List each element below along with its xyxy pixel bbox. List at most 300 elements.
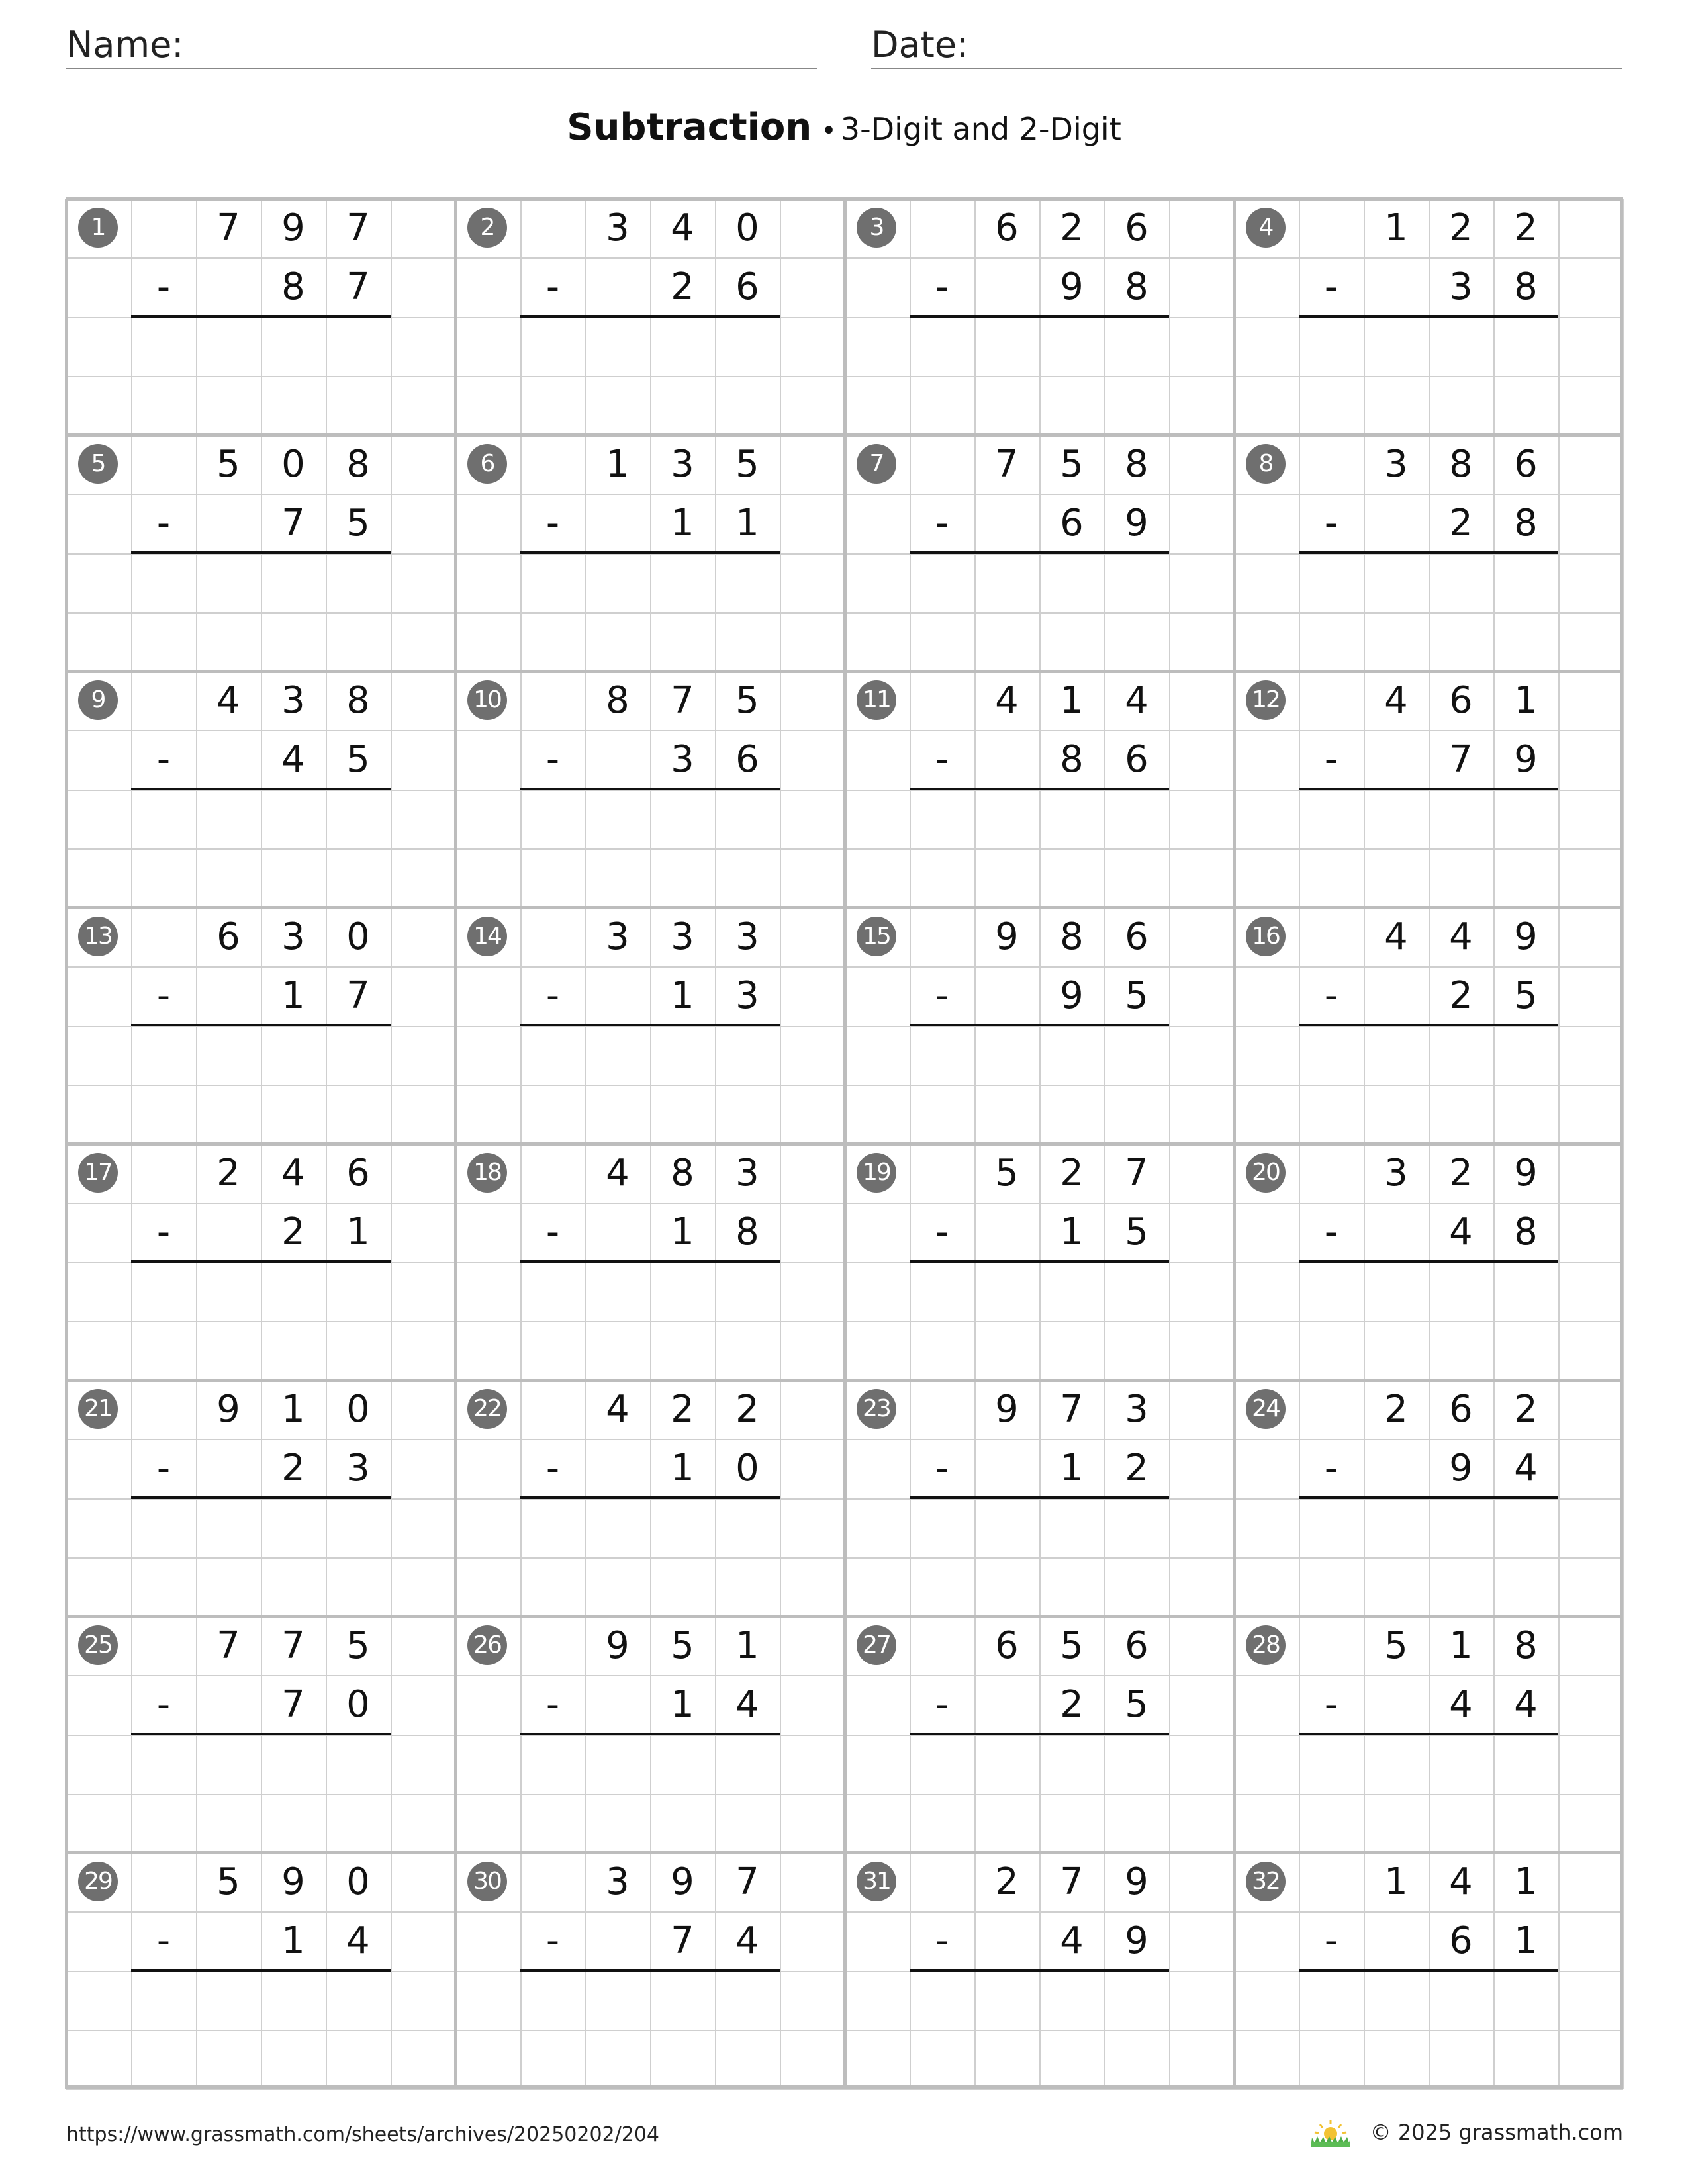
problem-block	[1234, 1616, 1623, 1852]
answer-cell[interactable]	[1364, 790, 1429, 849]
answer-cell[interactable]	[585, 790, 650, 849]
answer-cell[interactable]	[196, 1972, 261, 2030]
answer-cell[interactable]	[715, 1972, 780, 2030]
minus-sign: -	[935, 974, 949, 1017]
answer-cell[interactable]	[1039, 790, 1104, 849]
minus-sign: -	[156, 974, 171, 1017]
answer-cell[interactable]	[650, 1026, 715, 1085]
minuend-digit: 5	[735, 443, 759, 486]
minuend-digit: 4	[216, 679, 240, 722]
answer-cell[interactable]	[650, 318, 715, 377]
minuend-digit: 5	[995, 1152, 1019, 1195]
answer-cell[interactable]	[131, 1735, 196, 1794]
answer-cell[interactable]	[585, 318, 650, 377]
answer-cell[interactable]	[1493, 1972, 1558, 2030]
minuend-digit: 6	[1125, 1624, 1149, 1667]
subtrahend-digit: 2	[281, 1447, 305, 1490]
minus-sign: -	[545, 1447, 560, 1490]
problem-number-badge: 30	[467, 1862, 507, 1901]
minuend-digit: 2	[1449, 206, 1473, 250]
date-label: Date:	[871, 24, 969, 66]
answer-cell[interactable]	[910, 1263, 974, 1322]
subtrahend-digit: 1	[1514, 1919, 1538, 1962]
answer-cell[interactable]	[1493, 318, 1558, 377]
problem-number-badge: 23	[857, 1389, 896, 1429]
minus-sign: -	[1324, 1919, 1338, 1962]
problem-number-badge: 19	[857, 1153, 896, 1193]
minus-sign: -	[935, 1447, 949, 1490]
answer-cell[interactable]	[1429, 1972, 1493, 2030]
answer-cell[interactable]	[650, 1263, 715, 1322]
answer-cell[interactable]	[1104, 318, 1169, 377]
answer-cell[interactable]	[1429, 790, 1493, 849]
minuend-digit: 2	[1514, 206, 1538, 250]
subtrahend-digit: 9	[1125, 1919, 1149, 1962]
minus-sign: -	[545, 974, 560, 1017]
answer-cell[interactable]	[261, 1735, 326, 1794]
answer-cell[interactable]	[1493, 1735, 1558, 1794]
minuend-digit: 7	[1060, 1388, 1084, 1431]
minuend-digit: 3	[1125, 1388, 1149, 1431]
answer-cell[interactable]	[585, 1499, 650, 1558]
subtrahend-digit: 1	[671, 1683, 694, 1726]
subtrahend-digit: 7	[346, 265, 370, 308]
minuend-digit: 8	[346, 443, 370, 486]
subtrahend-digit: 7	[281, 1683, 305, 1726]
minuend-digit: 0	[735, 206, 759, 250]
minuend-digit: 4	[1384, 915, 1408, 958]
answer-cell[interactable]	[1299, 1735, 1364, 1794]
subtrahend-digit: 5	[1125, 1210, 1149, 1253]
problem-block	[66, 435, 455, 671]
answer-cell[interactable]	[196, 318, 261, 377]
problem-block	[1234, 199, 1623, 435]
answer-cell[interactable]	[974, 1263, 1039, 1322]
answer-cell[interactable]	[1429, 1499, 1493, 1558]
subtrahend-digit: 8	[281, 265, 305, 308]
answer-cell[interactable]	[715, 1263, 780, 1322]
answer-cell[interactable]	[1299, 790, 1364, 849]
minuend-digit: 9	[606, 1624, 630, 1667]
subtrahend-digit: 6	[1125, 738, 1149, 781]
answer-cell[interactable]	[326, 1735, 391, 1794]
minuend-digit: 7	[216, 1624, 240, 1667]
answer-cell[interactable]	[131, 1972, 196, 2030]
minuend-digit: 5	[1060, 443, 1084, 486]
subtrahend-digit: 6	[1449, 1919, 1473, 1962]
subtrahend-digit: 6	[1060, 502, 1084, 545]
minuend-digit: 9	[216, 1388, 240, 1431]
minuend-digit: 9	[1514, 915, 1538, 958]
answer-cell[interactable]	[910, 790, 974, 849]
problem-number-badge: 15	[857, 917, 896, 956]
minuend-digit: 7	[995, 443, 1019, 486]
problem-block	[455, 1380, 845, 1616]
minuend-digit: 1	[1514, 1860, 1538, 1903]
answer-cell[interactable]	[1493, 790, 1558, 849]
problem-block	[1234, 1852, 1623, 2089]
minuend-digit: 5	[1060, 1624, 1084, 1667]
minuend-digit: 9	[281, 206, 305, 250]
answer-cell[interactable]	[1104, 1263, 1169, 1322]
minuend-digit: 1	[1384, 1860, 1408, 1903]
subtrahend-digit: 3	[671, 738, 694, 781]
answer-cell[interactable]	[326, 1499, 391, 1558]
minus-sign: -	[545, 502, 560, 545]
minuend-digit: 8	[671, 1152, 694, 1195]
subtrahend-digit: 2	[1449, 974, 1473, 1017]
problem-number-badge: 14	[467, 917, 507, 956]
minuend-digit: 0	[281, 443, 305, 486]
minus-sign: -	[1324, 502, 1338, 545]
answer-cell[interactable]	[196, 1026, 261, 1085]
answer-cell[interactable]	[261, 1026, 326, 1085]
minuend-digit: 8	[1060, 915, 1084, 958]
answer-cell[interactable]	[1364, 554, 1429, 613]
minus-sign: -	[935, 1683, 949, 1726]
answer-cell[interactable]	[585, 1735, 650, 1794]
answer-cell[interactable]	[131, 1026, 196, 1085]
answer-cell[interactable]	[520, 1263, 585, 1322]
answer-cell[interactable]	[715, 1735, 780, 1794]
problem-number-badge: 8	[1246, 444, 1286, 484]
subtrahend-digit: 4	[735, 1919, 759, 1962]
answer-cell[interactable]	[261, 1263, 326, 1322]
problem-number-badge: 26	[467, 1625, 507, 1665]
answer-cell[interactable]	[1104, 1499, 1169, 1558]
subtrahend-digit: 7	[671, 1919, 694, 1962]
problem-block	[1234, 907, 1623, 1144]
minuend-digit: 5	[1384, 1624, 1408, 1667]
answer-cell[interactable]	[196, 1735, 261, 1794]
problem-number-badge: 2	[467, 208, 507, 248]
answer-cell[interactable]	[261, 554, 326, 613]
subtrahend-digit: 1	[671, 1447, 694, 1490]
answer-cell[interactable]	[910, 1499, 974, 1558]
answer-cell[interactable]	[196, 1263, 261, 1322]
answer-cell[interactable]	[326, 554, 391, 613]
answer-cell[interactable]	[650, 554, 715, 613]
answer-cell[interactable]	[1039, 1735, 1104, 1794]
answer-cell[interactable]	[261, 1499, 326, 1558]
minuend-digit: 5	[216, 1860, 240, 1903]
subtrahend-digit: 0	[346, 1683, 370, 1726]
answer-cell[interactable]	[974, 1026, 1039, 1085]
answer-cell[interactable]	[261, 318, 326, 377]
minuend-digit: 7	[216, 206, 240, 250]
answer-cell[interactable]	[910, 1735, 974, 1794]
problem-block	[845, 199, 1234, 435]
answer-cell[interactable]	[1429, 318, 1493, 377]
minuend-digit: 2	[1384, 1388, 1408, 1431]
answer-cell[interactable]	[131, 1499, 196, 1558]
minuend-digit: 2	[1060, 206, 1084, 250]
subtrahend-digit: 4	[1449, 1210, 1473, 1253]
minuend-digit: 6	[1449, 679, 1473, 722]
answer-cell[interactable]	[131, 554, 196, 613]
answer-cell[interactable]	[1493, 1499, 1558, 1558]
name-field-line[interactable]	[66, 68, 817, 69]
answer-cell[interactable]	[520, 1026, 585, 1085]
problem-block	[66, 1616, 455, 1852]
minuend-digit: 3	[606, 1860, 630, 1903]
minus-sign: -	[1324, 265, 1338, 308]
minuend-digit: 3	[1384, 443, 1408, 486]
answer-cell[interactable]	[261, 790, 326, 849]
problem-number-badge: 29	[78, 1862, 118, 1901]
answer-cell[interactable]	[1299, 1026, 1364, 1085]
problem-number-badge: 20	[1246, 1153, 1286, 1193]
answer-cell[interactable]	[974, 1499, 1039, 1558]
problem-number-badge: 32	[1246, 1862, 1286, 1901]
answer-cell[interactable]	[1104, 554, 1169, 613]
answer-cell[interactable]	[196, 790, 261, 849]
problem-number-badge: 9	[78, 680, 118, 720]
minuend-digit: 6	[216, 915, 240, 958]
minus-sign: -	[156, 1919, 171, 1962]
minuend-digit: 4	[606, 1388, 630, 1431]
worksheet-title	[0, 106, 1688, 149]
answer-cell[interactable]	[520, 554, 585, 613]
problem-block	[455, 671, 845, 907]
subtrahend-digit: 4	[735, 1683, 759, 1726]
minus-sign: -	[1324, 974, 1338, 1017]
answer-cell[interactable]	[974, 790, 1039, 849]
subtrahend-digit: 4	[281, 738, 305, 781]
answer-cell[interactable]	[650, 1972, 715, 2030]
answer-cell[interactable]	[1429, 1026, 1493, 1085]
title-subtitle: 3-Digit and 2-Digit	[840, 111, 1121, 147]
problem-block	[1234, 1144, 1623, 1380]
answer-cell[interactable]	[974, 554, 1039, 613]
subtrahend-digit: 9	[1449, 1447, 1473, 1490]
minuend-digit: 6	[1449, 1388, 1473, 1431]
minuend-digit: 6	[1125, 206, 1149, 250]
problem-number-badge: 17	[78, 1153, 118, 1193]
minus-sign: -	[1324, 1210, 1338, 1253]
problem-block	[845, 1852, 1234, 2089]
grid-line-horizontal	[66, 2089, 1623, 2090]
answer-cell[interactable]	[1429, 1735, 1493, 1794]
answer-cell[interactable]	[520, 1499, 585, 1558]
minuend-digit: 3	[281, 679, 305, 722]
answer-cell[interactable]	[910, 554, 974, 613]
answer-cell[interactable]	[1364, 1263, 1429, 1322]
minuend-digit: 3	[606, 206, 630, 250]
answer-cell[interactable]	[326, 1026, 391, 1085]
answer-cell[interactable]	[585, 1972, 650, 2030]
answer-cell[interactable]	[131, 1263, 196, 1322]
subtrahend-digit: 4	[1514, 1683, 1538, 1726]
title-main: Subtraction	[567, 106, 812, 149]
minus-sign: -	[545, 265, 560, 308]
answer-cell[interactable]	[910, 318, 974, 377]
answer-cell[interactable]	[520, 1735, 585, 1794]
date-field-line[interactable]	[871, 68, 1622, 69]
minuend-digit: 3	[1384, 1152, 1408, 1195]
answer-cell[interactable]	[715, 1026, 780, 1085]
answer-cell[interactable]	[1104, 1972, 1169, 2030]
minuend-digit: 7	[671, 679, 694, 722]
answer-cell[interactable]	[585, 1026, 650, 1085]
subtrahend-digit: 9	[1514, 738, 1538, 781]
minuend-digit: 8	[1449, 443, 1473, 486]
minuend-digit: 1	[1514, 679, 1538, 722]
answer-cell[interactable]	[1039, 554, 1104, 613]
answer-cell[interactable]	[650, 790, 715, 849]
answer-cell[interactable]	[650, 1499, 715, 1558]
answer-cell[interactable]	[326, 1972, 391, 2030]
minuend-digit: 9	[995, 915, 1019, 958]
minuend-digit: 2	[995, 1860, 1019, 1903]
answer-cell[interactable]	[1364, 1499, 1429, 1558]
problem-block	[1234, 671, 1623, 907]
answer-cell[interactable]	[1039, 1499, 1104, 1558]
minus-sign: -	[935, 1210, 949, 1253]
answer-cell[interactable]	[131, 318, 196, 377]
answer-cell[interactable]	[910, 1972, 974, 2030]
answer-cell[interactable]	[1493, 554, 1558, 613]
grassmath-logo-icon	[1307, 2118, 1354, 2147]
problem-number-badge: 28	[1246, 1625, 1286, 1665]
minuend-digit: 2	[735, 1388, 759, 1431]
answer-cell[interactable]	[261, 1972, 326, 2030]
problem-number-badge: 31	[857, 1862, 896, 1901]
subtrahend-digit: 3	[735, 974, 759, 1017]
problem-number-badge: 6	[467, 444, 507, 484]
answer-cell[interactable]	[1104, 1026, 1169, 1085]
answer-cell[interactable]	[585, 554, 650, 613]
answer-cell[interactable]	[1364, 1972, 1429, 2030]
answer-cell[interactable]	[520, 1972, 585, 2030]
answer-cell[interactable]	[196, 554, 261, 613]
answer-cell[interactable]	[1429, 554, 1493, 613]
answer-cell[interactable]	[326, 318, 391, 377]
minuend-digit: 8	[1125, 443, 1149, 486]
minus-sign: -	[935, 1919, 949, 1962]
answer-cell[interactable]	[1493, 1026, 1558, 1085]
problem-number-badge: 3	[857, 208, 896, 248]
minuend-digit: 2	[216, 1152, 240, 1195]
subtrahend-digit: 1	[735, 502, 759, 545]
subtrahend-digit: 1	[671, 502, 694, 545]
answer-cell[interactable]	[650, 1735, 715, 1794]
answer-cell[interactable]	[974, 1972, 1039, 2030]
subtrahend-digit: 1	[281, 974, 305, 1017]
problem-number-badge: 1	[78, 208, 118, 248]
answer-cell[interactable]	[1299, 1972, 1364, 2030]
problem-block	[845, 435, 1234, 671]
answer-cell[interactable]	[715, 1499, 780, 1558]
minuend-digit: 2	[1449, 1152, 1473, 1195]
problem-block	[66, 1380, 455, 1616]
minuend-digit: 4	[995, 679, 1019, 722]
answer-cell[interactable]	[1299, 318, 1364, 377]
answer-cell[interactable]	[1039, 318, 1104, 377]
title-separator: •	[821, 116, 837, 146]
problem-number-badge: 7	[857, 444, 896, 484]
answer-cell[interactable]	[585, 1263, 650, 1322]
answer-cell[interactable]	[974, 318, 1039, 377]
subtrahend-digit: 1	[1060, 1447, 1084, 1490]
problem-block	[455, 435, 845, 671]
minuend-digit: 5	[216, 443, 240, 486]
minuend-digit: 7	[281, 1624, 305, 1667]
minuend-digit: 1	[281, 1388, 305, 1431]
answer-cell[interactable]	[1299, 554, 1364, 613]
answer-cell[interactable]	[1299, 1499, 1364, 1558]
answer-cell[interactable]	[1104, 790, 1169, 849]
minus-sign: -	[935, 265, 949, 308]
subtrahend-digit: 8	[1060, 738, 1084, 781]
answer-cell[interactable]	[1364, 318, 1429, 377]
answer-cell[interactable]	[1429, 1263, 1493, 1322]
answer-cell[interactable]	[520, 318, 585, 377]
answer-cell[interactable]	[1364, 1735, 1429, 1794]
minus-sign: -	[545, 1683, 560, 1726]
answer-cell[interactable]	[326, 790, 391, 849]
minuend-digit: 0	[346, 1860, 370, 1903]
minus-sign: -	[156, 738, 171, 781]
minuend-digit: 1	[735, 1624, 759, 1667]
answer-cell[interactable]	[715, 554, 780, 613]
answer-cell[interactable]	[1039, 1026, 1104, 1085]
minus-sign: -	[1324, 1683, 1338, 1726]
minuend-digit: 3	[735, 915, 759, 958]
subtrahend-digit: 7	[1449, 738, 1473, 781]
minuend-digit: 0	[346, 915, 370, 958]
answer-cell[interactable]	[1299, 1263, 1364, 1322]
problem-number-badge: 10	[467, 680, 507, 720]
answer-cell[interactable]	[974, 1735, 1039, 1794]
subtrahend-digit: 2	[1449, 502, 1473, 545]
subtrahend-digit: 7	[346, 974, 370, 1017]
problem-block	[66, 1852, 455, 2089]
minuend-digit: 9	[1125, 1860, 1149, 1903]
footer-branding	[1307, 2118, 1623, 2147]
problem-number-badge: 12	[1246, 680, 1286, 720]
answer-cell[interactable]	[1104, 1735, 1169, 1794]
problem-block	[1234, 435, 1623, 671]
problem-block	[455, 1852, 845, 2089]
answer-cell[interactable]	[1039, 1263, 1104, 1322]
subtrahend-digit: 4	[1449, 1683, 1473, 1726]
subtrahend-digit: 1	[671, 1210, 694, 1253]
problem-number-badge: 24	[1246, 1389, 1286, 1429]
minus-sign: -	[156, 1447, 171, 1490]
minuend-digit: 2	[1060, 1152, 1084, 1195]
answer-cell[interactable]	[1493, 1263, 1558, 1322]
subtrahend-digit: 1	[281, 1919, 305, 1962]
answer-cell[interactable]	[196, 1499, 261, 1558]
answer-cell[interactable]	[1039, 1972, 1104, 2030]
problem-block	[1234, 1380, 1623, 1616]
answer-cell[interactable]	[715, 790, 780, 849]
answer-cell[interactable]	[1364, 1026, 1429, 1085]
minuend-digit: 4	[1449, 915, 1473, 958]
answer-cell[interactable]	[326, 1263, 391, 1322]
answer-cell[interactable]	[715, 318, 780, 377]
minuend-digit: 4	[1449, 1860, 1473, 1903]
answer-cell[interactable]	[131, 790, 196, 849]
minuend-digit: 5	[671, 1624, 694, 1667]
subtrahend-digit: 9	[1125, 502, 1149, 545]
answer-cell[interactable]	[520, 790, 585, 849]
minuend-digit: 4	[1125, 679, 1149, 722]
subtrahend-digit: 2	[281, 1210, 305, 1253]
answer-cell[interactable]	[910, 1026, 974, 1085]
minuend-digit: 8	[1514, 1624, 1538, 1667]
